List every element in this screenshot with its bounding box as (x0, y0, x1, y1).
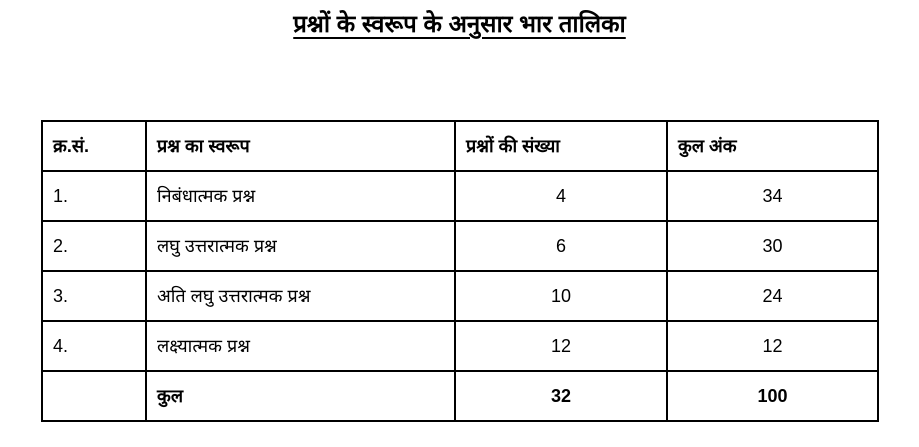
header-question-type: प्रश्न का स्वरूप (146, 121, 455, 171)
cell-marks-3: 24 (667, 271, 878, 321)
cell-serial-3: 3. (42, 271, 146, 321)
cell-count-3: 10 (455, 271, 667, 321)
cell-count-1: 4 (455, 171, 667, 221)
header-serial-number: क्र.सं. (42, 121, 146, 171)
cell-serial-2: 2. (42, 221, 146, 271)
cell-marks-1: 34 (667, 171, 878, 221)
header-question-count: प्रश्नों की संख्या (455, 121, 667, 171)
cell-serial-1: 1. (42, 171, 146, 221)
cell-marks-2: 30 (667, 221, 878, 271)
table-row (42, 271, 878, 321)
table-row (42, 221, 878, 271)
table-total-row (42, 371, 878, 421)
cell-total-count: 32 (455, 371, 667, 421)
cell-total-marks: 100 (667, 371, 878, 421)
cell-total-label: कुल (146, 371, 455, 421)
page-title: प्रश्नों के स्वरूप के अनुसार भार तालिका (293, 11, 626, 38)
cell-count-4: 12 (455, 321, 667, 371)
cell-marks-4: 12 (667, 321, 878, 371)
cell-type-1: निबंधात्मक प्रश्न (146, 171, 455, 221)
table-header-row (42, 121, 878, 171)
cell-count-2: 6 (455, 221, 667, 271)
cell-type-3: अति लघु उत्तरात्मक प्रश्न (146, 271, 455, 321)
table-row (42, 171, 878, 221)
cell-type-4: लक्ष्यात्मक प्रश्न (146, 321, 455, 371)
cell-type-2: लघु उत्तरात्मक प्रश्न (146, 221, 455, 271)
cell-serial-4: 4. (42, 321, 146, 371)
weightage-table (41, 120, 879, 422)
header-total-marks: कुल अंक (667, 121, 878, 171)
cell-total-empty (42, 371, 146, 421)
title-container (0, 6, 919, 43)
table-row (42, 321, 878, 371)
